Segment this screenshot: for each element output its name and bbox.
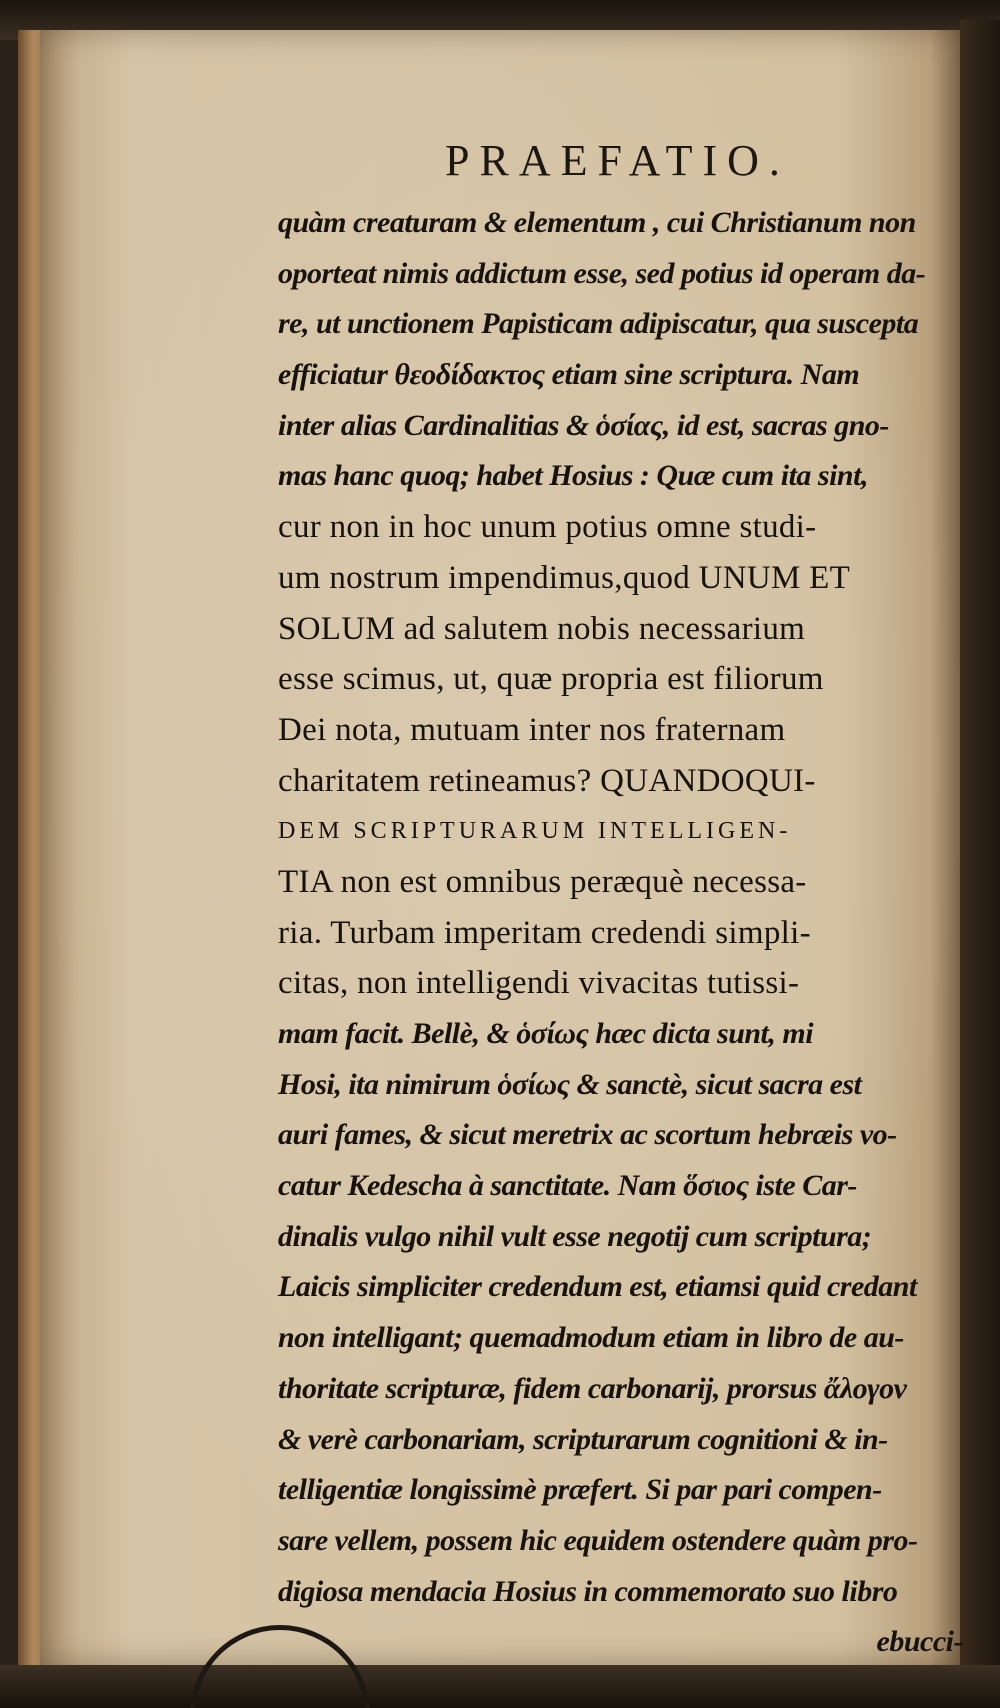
text-line: SOLUM ad salutem nobis necessarium (278, 610, 806, 647)
text-line: inter alias Cardinalitias & ὁσίας, id est, sacras gno- (278, 408, 889, 442)
text-line: TIA non est omnibus peræquè necessa- (278, 863, 807, 900)
text-line: & verè carbonariam, scripturarum cognitioni & in- (278, 1422, 888, 1456)
text-line: Dei nota, mutuam inter nos fraternam (278, 711, 786, 748)
catchword: ebucci- (876, 1625, 963, 1659)
text-line: thoritate scripturæ, fidem carbonarij, prorsus ἄλογον (278, 1371, 907, 1405)
text-line: efficiatur θεοδίδακτος etiam sine scriptura. Nam (278, 358, 860, 392)
text-line: ria. Turbam imperitam credendi simpli- (278, 914, 811, 951)
right-edge (960, 20, 1000, 1680)
text-line: DEM SCRIPTURARUM INTELLIGEN- (278, 818, 792, 845)
text-line: sare vellem, possem hic equidem ostendere quàm pro- (278, 1523, 918, 1557)
text-line: Laicis simpliciter credendum est, etiamsi quid credant (278, 1270, 917, 1304)
text-line: mam facit. Bellè, & ὁσίως hæc dicta sunt, mi (278, 1017, 814, 1050)
text-line: oporteat nimis addictum esse, sed potius id operam da- (278, 256, 926, 290)
text-line: digiosa mendacia Hosius in commemorato suo libro (278, 1574, 898, 1608)
text-line: non intelligant; quemadmodum etiam in libro de au- (278, 1321, 904, 1355)
text-line: um nostrum impendimus,quod UNUM ET (278, 559, 851, 596)
text-line: catur Kedescha à sanctitate. Nam ὅσιος iste Car- (278, 1169, 857, 1203)
text-line: re, ut unctionem Papisticam adipiscatur, qua suscepta (278, 307, 919, 341)
text-line: mas hanc quoq; habet Hosius : Quæ cum ita sint, (278, 459, 868, 493)
text-line: citas, non intelligendi vivacitas tutissi- (278, 965, 800, 1002)
text-line: charitatem retineamus? QUANDOQUI- (278, 762, 816, 799)
text-line: quàm creaturam & elementum , cui Christianum non (278, 206, 916, 239)
running-header: PRAEFATIO. (445, 136, 790, 185)
text-line: telligentiæ longissimè præfert. Si par pari compen- (278, 1473, 882, 1507)
bottom-edge (0, 1665, 1000, 1708)
body-text (278, 198, 963, 1668)
text-line: Hosi, ita nimirum ὁσίως & sanctè, sicut sacra est (278, 1067, 862, 1101)
text-line: cur non in hoc unum potius omne studi- (278, 509, 817, 546)
text-line: dinalis vulgo nihil vult esse negotij cum scriptura; (278, 1219, 872, 1253)
text-line: esse scimus, ut, quæ propria est filiorum (278, 661, 824, 698)
text-line: auri fames, & sicut meretrix ac scortum hebræis vo- (278, 1118, 897, 1152)
